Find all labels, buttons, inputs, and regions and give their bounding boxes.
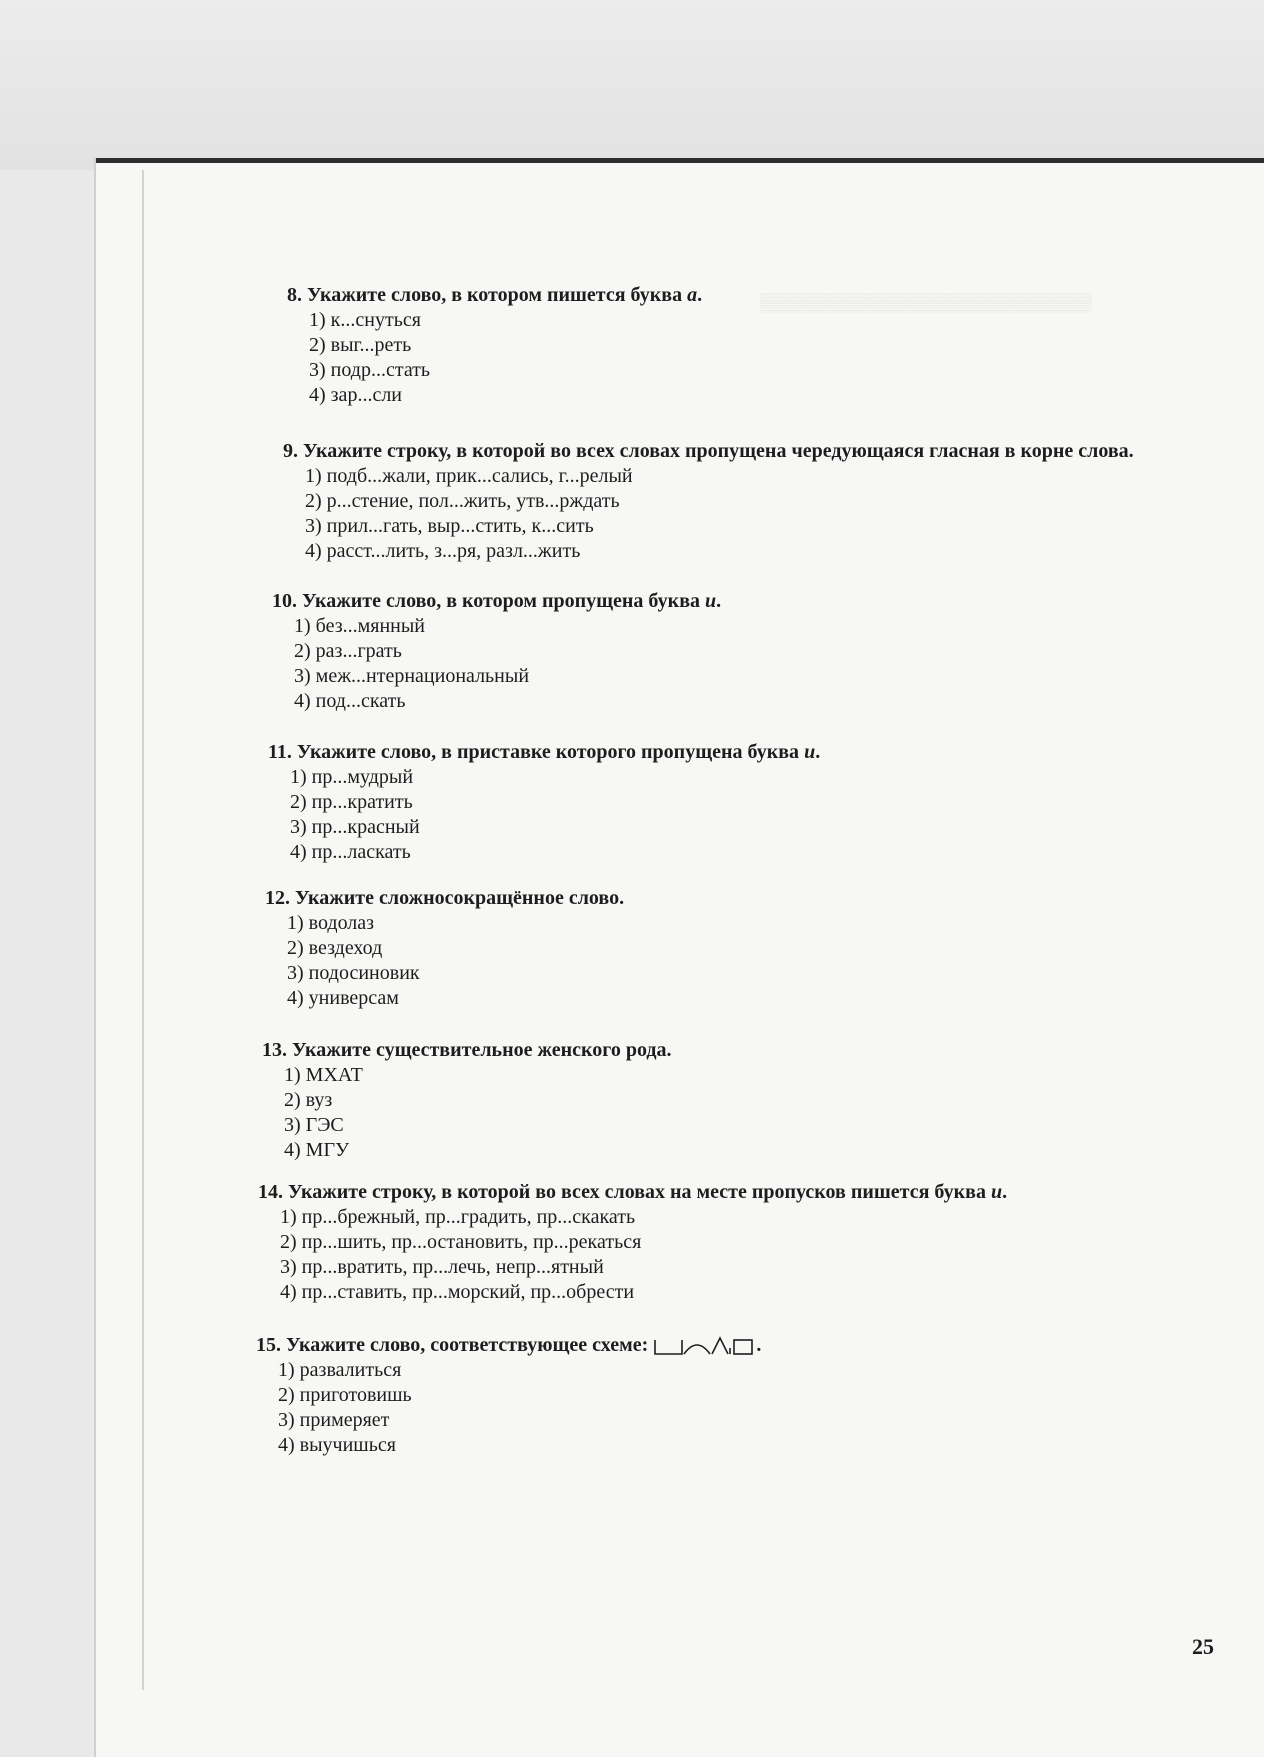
scan-background [0,0,1264,170]
question-8 [287,283,702,408]
question-title: 10. Укажите слово, в котором пропущена буква и. [272,590,722,612]
answer-option[interactable]: 2) приготовишь [278,1384,412,1407]
answer-option[interactable]: 3) примеряет [278,1409,390,1432]
answer-option[interactable]: 4) выучишься [278,1434,396,1457]
answer-option[interactable]: 4) МГУ [284,1139,350,1161]
question-13 [262,1038,672,1163]
answer-option[interactable]: 4) зар...сли [309,384,402,406]
question-14 [258,1180,1007,1305]
answer-option[interactable]: 4) пр...ласкать [290,841,411,863]
answer-option[interactable]: 2) выг...реть [309,334,412,356]
question-title: 13. Укажите существительное женского рода. [262,1039,672,1061]
question-title: 14. Укажите строку, в которой во всех словах на месте пропусков пишется буква и. [258,1181,1008,1203]
question-title: 12. Укажите сложносокращённое слово. [265,887,625,909]
answer-option[interactable]: 2) пр...кратить [290,791,413,813]
page-number: 25 [1192,1634,1214,1659]
answer-option[interactable]: 1) без...мянный [294,615,425,637]
answer-option[interactable]: 4) пр...ставить, пр...морский, пр...обрести [280,1281,635,1303]
answer-option[interactable]: 3) пр...вратить, пр...лечь, непр...ятный [280,1256,604,1278]
question-15 [256,1333,761,1458]
answer-option[interactable]: 3) меж...нтернациональный [294,665,530,687]
answer-option[interactable]: 1) развалиться [278,1359,402,1382]
answer-option[interactable]: 2) пр...шить, пр...остановить, пр...рекаться [280,1231,642,1253]
answer-option[interactable]: 1) пр...мудрый [290,766,414,788]
answer-option[interactable]: 2) р...стение, пол...жить, утв...рждать [305,490,620,512]
answer-option[interactable]: 3) прил...гать, выр...стить, к...сить [305,515,594,537]
answer-option[interactable]: 3) пр...красный [290,816,420,838]
question-9 [283,439,1134,564]
answer-option[interactable]: 2) вуз [284,1089,333,1111]
morpheme-scheme-icon [652,1334,756,1358]
answer-option[interactable]: 4) под...скать [294,690,406,712]
bleed-through-text: ▒▒▒▒▒▒▒▒▒▒▒▒▒▒▒▒▒▒▒▒▒▒▒▒▒▒ [760,292,1092,312]
answer-option[interactable]: 1) водолаз [287,912,375,934]
question-11 [268,740,820,865]
answer-option[interactable]: 1) МХАТ [284,1064,363,1086]
answer-option[interactable]: 4) расст...лить, з...ря, разл...жить [305,540,581,562]
answer-option[interactable]: 1) подб...жали, прик...сались, г...релый [305,465,633,487]
answer-option[interactable]: 3) подосиновик [287,962,420,984]
question-12 [265,886,624,1011]
answer-option[interactable]: 2) раз...грать [294,640,402,662]
answer-option[interactable]: 2) вездеход [287,937,383,959]
answer-option[interactable]: 3) подр...стать [309,359,431,381]
question-10 [272,589,721,714]
answer-option[interactable]: 3) ГЭС [284,1114,344,1136]
question-title: 11. Укажите слово, в приставке которого пропущена буква и. [268,741,821,763]
question-title: 15. Укажите слово, соответствующее схеме: . [256,1333,761,1358]
answer-option[interactable]: 1) пр...брежный, пр...градить, пр...скакать [280,1206,636,1228]
answer-option[interactable]: 4) универсам [287,987,399,1009]
answer-option[interactable]: 1) к...снуться [309,309,421,331]
question-title: 9. Укажите строку, в которой во всех словах пропущена чередующаяся гласная в корне слова. [283,440,1134,462]
page-fold [142,170,144,1690]
question-title: 8. Укажите слово, в котором пишется буква а. [287,284,703,306]
